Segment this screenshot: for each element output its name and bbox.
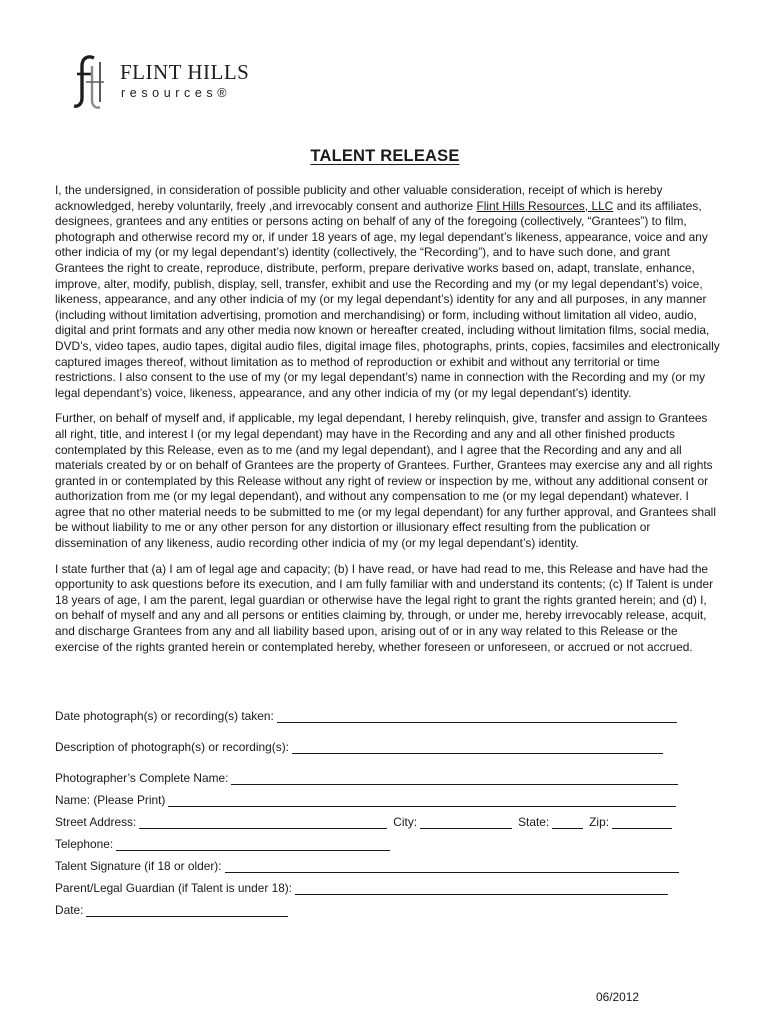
field-date-taken (55, 702, 720, 723)
photographer-input-line[interactable] (231, 773, 678, 785)
date-taken-input-line[interactable] (277, 711, 677, 723)
field-description (55, 736, 720, 754)
field-name-label: Name: (Please Print) (55, 793, 166, 807)
field-photographer-label: Photographer’s Complete Name: (55, 771, 229, 785)
field-city-label: City: (393, 815, 418, 829)
paragraph-consent-text-2: and its affiliates, designees, grantees and any entities or persons acting on behalf of any of the foregoing (collectively, “Grantees”) to film, photograph and otherwise record my or, if under 18 years of age, my legal dependant’s likeness, appearance, voice and any other indicia of my (or my legal dependant’s) identity (collectively, the “Recording”), and to have such done, and grant Grantees the right to create, reproduce, distribute, perform, prepare derivative works based on, adapt, translate, enhance, improve, alter, modify, publish, display, sell, transfer, exhibit and use the Recording and my (or my legal dependant’s) voice, likeness, appearance, and any other indicia of my (or my legal dependant’s) identity for any and all purposes, in any manner (including without limitation advertising, promotion and merchandising) or form, including without limitation all video, audio, digital and print formats and any other media now known or hereafter created, including without limitation films, social media, DVD’s, video tapes, audio tapes, digital audio files, digital image files, photographs, prints, copies, facsimiles and electronically captured images thereof, without limitation as to method of reproduction or exhibit and without any territorial or time restrictions. I also consent to the use of my (or my legal dependant’s) name in connection with the Recording and my (or my legal dependant’s) voice, likeness, appearance, and any other indicia of my (or my legal dependant’s) identity. (55, 198, 720, 400)
field-state-label: State: (518, 815, 550, 829)
field-date (55, 899, 720, 917)
field-address (55, 811, 720, 829)
paragraph-assignment: Further, on behalf of myself and, if applicable, my legal dependant, I hereby relinquish, give, transfer and assign to Grantees all right, title, and interest I (or my legal dependant) may have in the Recording and any and all other finished products contemplated by this Release, even as to me (and my legal dependant), and I agree that the Recording and any and all materials created by or on behalf of Grantees are the property of Grantees. Further, Grantees may exercise any and all rights granted in or contemplated by this Release without any right of review or inspection by me, without any additional consent or authorization from me (or my legal dependant), and without any compensation to me (or my legal dependant) whatever. I agree that no other material needs to be submitted to me (or my legal dependant) for any further approval, and Grantees shall be without liability to me or any other person for any distortion or illusionary effect resulting from the publication or dissemination of any likeness, audio recording other indicia of my (or my legal dependant’s) identity. (55, 411, 716, 551)
street-input-line[interactable] (139, 817, 387, 829)
field-telephone-label: Telephone: (55, 837, 114, 851)
paragraph-consent-text-1: I, the undersigned, in consideration of possible publicity and other valuable consideration, receipt of which is hereby acknowledged, hereby voluntarily, freely ,and irrevocably consent and authorize (55, 183, 663, 213)
field-date-taken-label: Date photograph(s) or recording(s) taken: (55, 709, 274, 723)
name-input-line[interactable] (168, 795, 676, 807)
field-guardian-signature (55, 877, 720, 895)
release-body (55, 183, 720, 665)
paragraph-consent (55, 183, 720, 401)
telephone-input-line[interactable] (116, 839, 390, 851)
field-photographer (55, 767, 720, 785)
field-talent-signature (55, 855, 720, 873)
city-input-line[interactable] (420, 817, 512, 829)
field-name (55, 789, 720, 807)
field-street-label: Street Address: (55, 815, 137, 829)
release-form-fields (55, 702, 720, 917)
zip-input-line[interactable] (612, 817, 672, 829)
revision-date: 06/2012 (596, 990, 639, 1004)
field-telephone (55, 833, 720, 851)
flint-hills-logo-mark-icon (70, 52, 112, 110)
field-zip-label: Zip: (589, 815, 609, 829)
field-guardian-label: Parent/Legal Guardian (if Talent is under 18): (55, 881, 293, 895)
company-logo (70, 52, 270, 112)
guardian-input-line[interactable] (295, 883, 668, 895)
company-subtitle: resources® (121, 86, 232, 100)
company-name: FLINT HILLS (120, 60, 250, 84)
description-input-line[interactable] (292, 742, 663, 754)
field-description-label: Description of photograph(s) or recording(s): (55, 740, 289, 754)
date-input-line[interactable] (86, 905, 288, 917)
company-legal-name: Flint Hills Resources, LLC (476, 198, 614, 213)
talent-signature-input-line[interactable] (225, 861, 679, 873)
field-date-label: Date: (55, 903, 84, 917)
state-input-line[interactable] (552, 817, 583, 829)
document-title: TALENT RELEASE (310, 147, 460, 165)
field-talent-signature-label: Talent Signature (if 18 or older): (55, 859, 222, 873)
paragraph-release: I state further that (a) I am of legal age and capacity; (b) I have read, or have had read to me, this Release and have had the opportunity to ask questions before its execution, and I am fully familiar with and understand its contents; (c) If Talent is under 18 years of age, I am the parent, legal guardian or otherwise have the legal right to grant the rights granted herein; and (d) I, on behalf of myself and any and all persons or entities claiming by, through, or under me, hereby irrevocably release, acquit, and discharge Grantees from any and all liability based upon, arising out of or in any way related to this Release or the exercise of the rights granted herein or contemplated hereby, whether foreseen or unforeseen, or accrued or not accrued. (55, 561, 714, 654)
